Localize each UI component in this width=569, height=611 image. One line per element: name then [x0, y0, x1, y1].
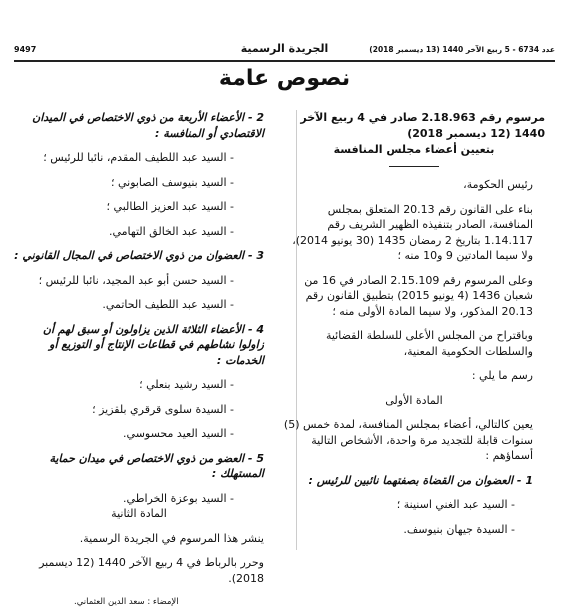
list-item: - السيد العيد محسوسي. — [123, 427, 234, 440]
list-item: - السيدة سلوى قرقري بلقزيز ؛ — [92, 402, 234, 416]
left-column — [14, 110, 264, 611]
group-3-heading: 3 - العضوان من ذوي الاختصاص في المجال القانوني : — [14, 249, 264, 262]
article-2-text: ينشر هذا المرسوم في الجريدة الرسمية. — [79, 531, 264, 545]
list-item: - السيد عبد اللطيف المقدم، نائبا للرئيس ؛ — [43, 151, 234, 164]
list-item: - السيد حسن أبو عبد المجيد، نائبا للرئيس ؛ — [38, 273, 234, 287]
title-separator — [389, 166, 439, 167]
decree-subtitle: بتعيين أعضاء مجلس المنافسة — [333, 143, 495, 156]
group-5-heading: 5 - العضو من ذوي الاختصاص في ميدان حماية المستهلك : — [49, 451, 264, 480]
list-item: - السيد عبد الغني اسنينة ؛ — [396, 498, 515, 511]
done-at: وحرر بالرباط في 4 ربيع الآخر 1440 (12 ديسمبر 2018). — [39, 556, 264, 585]
group-4-heading: 4 - الأعضاء الثلاثة الذين يزاولون أو سبق لهم أن زاولوا نشاطهم في قطاعات الإنتاج أو التوزيع أو الخدمات : — [42, 322, 264, 367]
decrees-line: رسم ما يلي : — [471, 369, 533, 382]
article-1-text: يعين كالتالي، أعضاء بمجلس المنافسة، لمدة خمس (5) سنوات قابلة للتجديد مرة واحدة، الأشخاص التالية أسماؤهم : — [283, 418, 533, 462]
journal-name: الجريدة الرسمية — [240, 42, 329, 55]
section-title: نصوص عامة — [218, 66, 351, 91]
list-item: - السيد بوعزة الخراطي. — [123, 491, 234, 505]
list-item: - السيدة جيهان بنيوسف. — [403, 522, 515, 536]
recital-2: وعلى المرسوم رقم 2.15.109 الصادر في 16 من شعبان 1436 (4 يونيو 2015) بتطبيق القانون رقم 20.13 المذكور، ولا سيما المادة الأولى منه ؛ — [304, 273, 533, 318]
list-item: - السيد رشيد بنعلي ؛ — [139, 378, 234, 391]
running-header — [14, 42, 555, 58]
right-column — [283, 110, 545, 537]
signature: الإمضاء : سعد الدين العثماني. — [74, 597, 179, 607]
list-item: - السيد بنيوسف الصابوني ؛ — [110, 175, 234, 189]
article-1-title: المادة الأولى — [385, 393, 443, 407]
decree-title: مرسوم رقم 2.18.963 صادر في 4 ربيع الآخر 1440 (12 ديسمبر 2018) — [300, 111, 545, 140]
recital-1: بناء على القانون رقم 20.13 المتعلق بمجلس المنافسة، الصادر بتنفيذه الظهير الشريف رقم 1.14.117 بتاريخ 2 رمضان 1435 (30 يونيو 2014)، ولا سيما المادتين 9 و10 منه ؛ — [292, 202, 533, 262]
list-item: - السيد عبد اللطيف الحاتمي. — [102, 298, 234, 311]
page-number: 9497 — [14, 45, 37, 54]
list-item: - السيد عبد العزيز الطالبي ؛ — [106, 200, 234, 213]
header-rule — [14, 60, 555, 62]
preamble-head: رئيس الحكومة، — [463, 178, 533, 191]
group-2-heading: 2 - الأعضاء الأربعة من ذوي الاختصاص في الميدان الاقتصادي أو المنافسة : — [32, 111, 264, 140]
article-2-title: المادة الثانية — [111, 507, 167, 520]
issue-info: عدد 6734 - 5 ربيع الآخر 1440 (13 ديسمبر 2018) — [369, 45, 555, 54]
recital-3: وباقتراح من المجلس الأعلى للسلطة القضائية والسلطات الحكومية المعنية، — [325, 329, 533, 358]
group-1-heading: 1 - العضوان من القضاة بصفتهما نائبين للرئيس : — [308, 473, 533, 487]
list-item: - السيد عبد الخالق التهامي. — [108, 224, 234, 238]
